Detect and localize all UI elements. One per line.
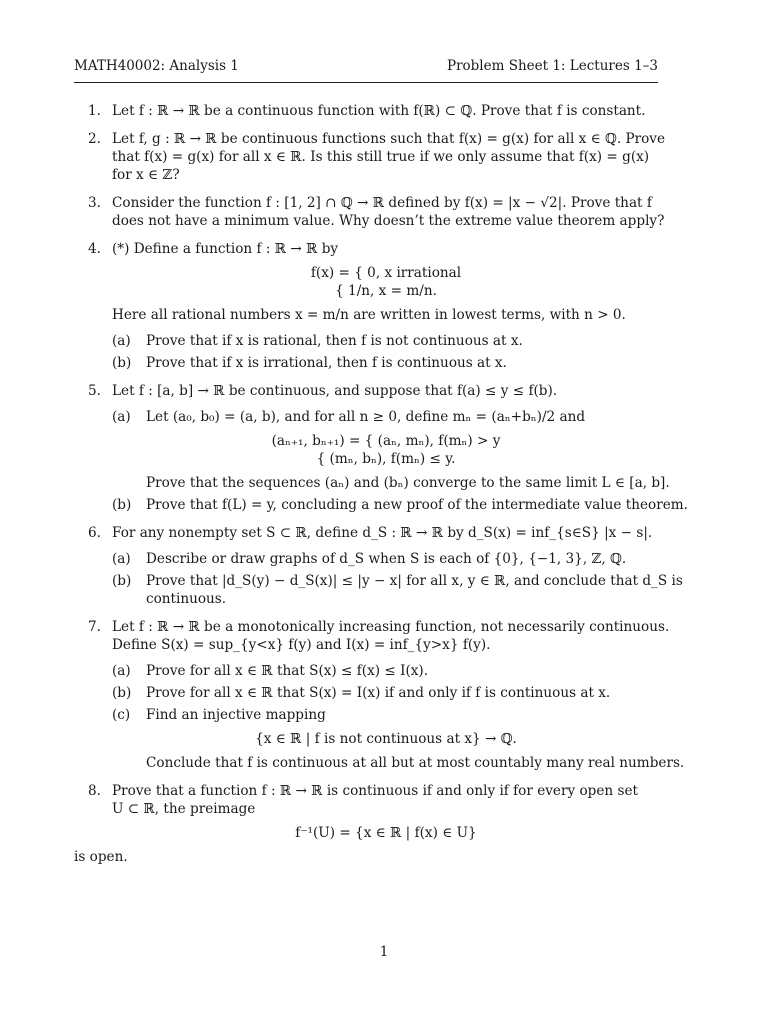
problem-2 (74, 130, 666, 184)
subpart-text: Prove that the sequences (aₙ) and (bₙ) converge to the same limit L ∈ [a, b]. (146, 475, 670, 491)
problem-text: that f(x) = g(x) for all x ∈ ℝ. Is this still true if we only assume that f(x) = g(x) (112, 149, 650, 165)
subpart (112, 354, 660, 372)
subpart (112, 706, 660, 724)
preimage-formula (112, 824, 660, 842)
formula-text: f⁻¹(U) = {x ∈ ℝ | f(x) ∈ U} (295, 825, 477, 841)
problem-text: does not have a minimum value. Why doesn’t the extreme value theorem apply? (112, 213, 665, 229)
problem-text: Let f : [a, b] → ℝ be continuous, and suppose that f(a) ≤ y ≤ f(b). (112, 383, 558, 399)
subpart-text: Prove for all x ∈ ℝ that S(x) = I(x) if and only if f is continuous at x. (146, 685, 611, 701)
subpart-label: (a) (112, 663, 131, 679)
subpart-text: Find an injective mapping (146, 707, 326, 723)
subpart (112, 496, 688, 514)
problem-text: Let f, g : ℝ → ℝ be continuous functions such that f(x) = g(x) for all x ∈ ℚ. Prove (112, 131, 666, 147)
subpart-label: (b) (112, 355, 132, 371)
subpart-label: (a) (112, 551, 131, 567)
subpart-list (112, 550, 683, 608)
problem-3 (74, 194, 665, 230)
problem-text: Here all rational numbers x = m/n are written in lowest terms, with n > 0. (112, 307, 626, 323)
problem-list (74, 102, 688, 876)
subpart (112, 662, 660, 680)
subpart (112, 550, 660, 568)
problem-text: Define S(x) = sup_{y<x} f(y) and I(x) = inf_{y>x} f(y). (112, 637, 491, 653)
subpart-text: Conclude that f is continuous at all but at most countably many real numbers. (146, 755, 685, 771)
problem-number: 1. (88, 103, 101, 119)
course-code: MATH40002: Analysis 1 (74, 58, 239, 74)
subpart-text: Prove that if x is rational, then f is not continuous at x. (146, 333, 523, 349)
problem-text: Let f : ℝ → ℝ be a continuous function with f(ℝ) ⊂ ℚ. Prove that f is constant. (112, 103, 646, 119)
problem-4 (74, 240, 660, 372)
subpart-label: (b) (112, 685, 132, 701)
problem-number: 8. (88, 783, 101, 799)
subpart (112, 572, 683, 608)
problem-text: for x ∈ ℤ? (112, 167, 180, 183)
problem-text: Let f : ℝ → ℝ be a monotonically increasing function, not necessarily continuous. (112, 619, 670, 635)
problem-text: For any nonempty set S ⊂ ℝ, define d_S : ℝ → ℝ by d_S(x) = inf_{s∈S} |x − s|. (112, 525, 653, 541)
page-header (74, 58, 658, 78)
problem-number: 3. (88, 195, 101, 211)
subpart-text: Prove that if x is irrational, then f is continuous at x. (146, 355, 507, 371)
problem-6 (74, 524, 683, 608)
subpart-text: Let (a₀, b₀) = (a, b), and for all n ≥ 0, define mₙ = (aₙ+bₙ)/2 and (146, 409, 586, 425)
subpart-list (112, 662, 685, 772)
problem-text: (*) Define a function f : ℝ → ℝ by (112, 241, 339, 257)
subpart (112, 684, 660, 702)
problem-7 (74, 618, 685, 772)
problem-number: 4. (88, 241, 101, 257)
recursion-case: { (mₙ, bₙ), f(mₙ) ≤ y. (316, 451, 456, 467)
subpart-label: (b) (112, 497, 132, 513)
problem-text: Consider the function f : [1, 2] ∩ ℚ → ℝ defined by f(x) = |x − √2|. Prove that f (112, 195, 652, 211)
subpart (112, 332, 660, 350)
subpart-text: continuous. (146, 591, 227, 607)
formula-text: {x ∈ ℝ | f is not continuous at x} → ℚ. (255, 731, 517, 747)
piecewise-case: f(x) = { 0, x irrational (310, 265, 462, 281)
problem-text: Prove that a function f : ℝ → ℝ is continuous if and only if for every open set (112, 783, 638, 799)
subpart-label: (c) (112, 707, 131, 723)
recursion-case: (aₙ₊₁, bₙ₊₁) = { (aₙ, mₙ), f(mₙ) > y (271, 433, 501, 449)
recursive-definition (112, 432, 660, 468)
problem-number: 6. (88, 525, 101, 541)
problem-number: 7. (88, 619, 101, 635)
mapping-formula (112, 730, 660, 748)
header-rule (74, 82, 658, 83)
sheet-title: Problem Sheet 1: Lectures 1–3 (447, 58, 658, 74)
subpart-text: Prove for all x ∈ ℝ that S(x) ≤ f(x) ≤ I(x). (146, 663, 429, 679)
piecewise-definition (112, 264, 660, 300)
subpart-text: Prove that |d_S(y) − d_S(x)| ≤ |y − x| for all x, y ∈ ℝ, and conclude that d_S is (146, 573, 683, 589)
subpart-text: Describe or draw graphs of d_S when S is each of {0}, {−1, 3}, ℤ, ℚ. (146, 551, 627, 567)
subpart-label: (a) (112, 409, 131, 425)
piecewise-case: { 1/n, x = m/n. (335, 283, 437, 299)
problem-text: U ⊂ ℝ, the preimage (112, 801, 256, 817)
problem-number: 2. (88, 131, 101, 147)
page-number: 1 (379, 944, 389, 960)
problem-8 (74, 782, 660, 866)
subpart-list (112, 408, 688, 514)
problem-number: 5. (88, 383, 101, 399)
subpart-text: Prove that f(L) = y, concluding a new proof of the intermediate value theorem. (146, 497, 688, 513)
subpart-label: (b) (112, 573, 132, 589)
subpart-list (112, 332, 660, 372)
subpart-label: (a) (112, 333, 131, 349)
problem-1 (74, 102, 660, 120)
problem-text: is open. (74, 849, 128, 865)
problem-5 (74, 382, 688, 514)
subpart (112, 408, 660, 426)
